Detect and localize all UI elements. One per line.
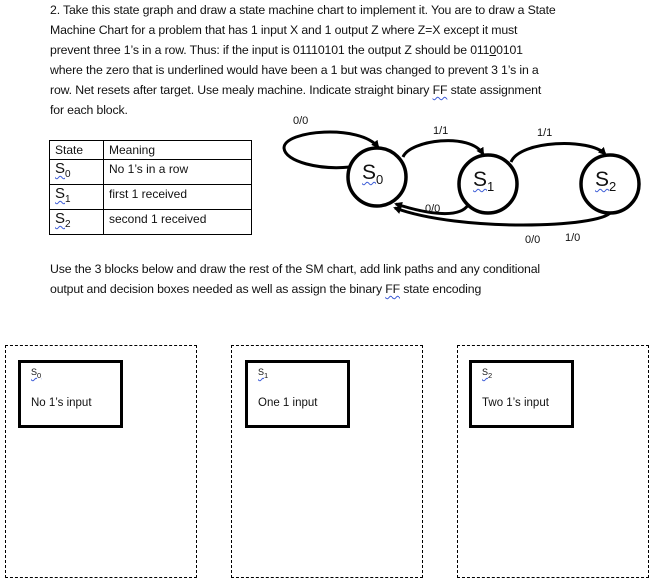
intro-line-4: where the zero that is underlined would have been a 1 but was changed to prevent 3 1’s in a [50, 63, 539, 77]
block-s1-name: $S_1$ [258, 367, 269, 380]
intro-line-1: 2. Take this state graph and draw a state machine chart to implement it. You are to draw a State [50, 3, 556, 17]
transition-s1-s2 [511, 144, 605, 162]
intro-line-6: for each block. [50, 103, 128, 117]
header-state: State [50, 141, 104, 160]
state-block-s1 [245, 360, 350, 428]
state-block-s0 [18, 360, 123, 428]
block-s0-desc: No 1’s input [31, 397, 92, 409]
label-s1-s2: 1/1 [537, 127, 553, 139]
label-s2-s0-1: 1/0 [565, 232, 581, 244]
intro-line-5: row. Net resets after target. Use mealy machine. Indicate straight binary FF state assignment [50, 83, 542, 97]
block-s0-name: $S_0$ [31, 367, 42, 380]
instructions-line-2: output and decision boxes needed as well as assign the binary FF state encoding [50, 282, 482, 296]
header-meaning: Meaning [104, 141, 252, 160]
label-s1-s0: 0/0 [425, 203, 441, 215]
state-graph [0, 0, 650, 260]
underlined-zero: 0 [489, 43, 497, 57]
instructions [50, 259, 540, 299]
intro-line-2: Machine Chart for a problem that has 1 input X and 1 output Z where Z=X except it must [50, 23, 518, 37]
meaning-s0: No 1’s in a row [104, 160, 252, 185]
state-s1-label: $S_1$ [55, 185, 71, 205]
intro-line-3: prevent three 1’s in a row. Thus: if the input is 01110101 the output Z should be 01100101 [50, 43, 523, 57]
block-s1-desc: One 1 input [258, 397, 318, 409]
label-s0-s0: 0/0 [293, 115, 309, 127]
state-s2-label: $S_2$ [55, 210, 71, 230]
state-s1-name: $S_1$ [473, 168, 495, 195]
spellcheck-ff: FF [385, 282, 400, 296]
spellcheck-ff: FF [432, 83, 448, 97]
state-s0-name: $S_0$ [362, 161, 384, 188]
state-block-s2 [469, 360, 574, 428]
transition-s0-s1 [403, 141, 483, 157]
block-s2-name: $S_2$ [482, 367, 493, 380]
instructions-line-1: Use the 3 blocks below and draw the rest of the SM chart, add link paths and any conditional [50, 262, 540, 276]
label-s0-s1: 1/1 [433, 125, 449, 137]
state-s2-name: $S_2$ [595, 168, 617, 195]
meaning-s2: second 1 received [104, 210, 252, 235]
state-s0-label: $S_0$ [55, 160, 71, 180]
label-s2-s0-0: 0/0 [525, 234, 541, 246]
block-s2-desc: Two 1’s input [482, 397, 549, 409]
meaning-s1: first 1 received [104, 185, 252, 210]
